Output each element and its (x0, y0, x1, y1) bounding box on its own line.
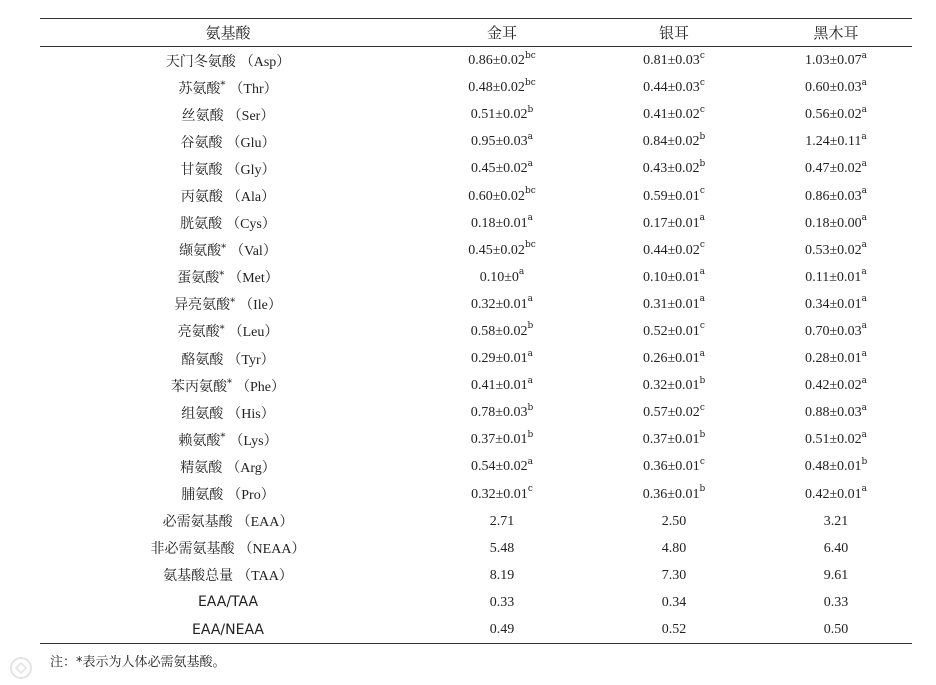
value-cell-golden-ear (416, 616, 588, 644)
cell-value: 0.60±0.02 (468, 188, 525, 204)
amino-acid-name-cell (40, 589, 416, 616)
cell-value: 0.29±0.01 (470, 351, 528, 367)
value-cell-silver-ear (588, 155, 760, 182)
value-cell-golden-ear (416, 210, 588, 237)
amino-acid-abbreviation: （Lys） (229, 433, 278, 449)
significance-letter: b (861, 456, 868, 467)
amino-acid-name: 组氨酸 (181, 405, 224, 422)
cell-value: 0.28±0.01 (804, 351, 862, 367)
header-silver-ear: 银耳 (588, 19, 760, 47)
amino-acid-abbreviation: （NEAA） (238, 542, 306, 558)
value-cell-black-fungus (760, 74, 912, 101)
amino-acid-abbreviation: （Asp） (239, 54, 291, 70)
significance-letter: a (861, 429, 868, 440)
significance-letter: a (527, 294, 534, 305)
table-row (40, 589, 912, 616)
amino-acid-name-cell (40, 291, 416, 318)
significance-letter: b (527, 104, 534, 115)
amino-acid-name-cell (40, 345, 416, 372)
significance-letter: b (699, 484, 706, 495)
amino-acid-name: 天门冬氨酸 (165, 53, 236, 70)
table-row (40, 399, 912, 426)
significance-letter: a (699, 267, 706, 278)
cell-value: 0.32±0.01 (470, 296, 528, 312)
value-cell-black-fungus (760, 562, 912, 589)
essential-marker: * (219, 269, 225, 281)
cell-value: 0.52±0.01 (643, 323, 700, 339)
significance-letter: a (527, 131, 534, 142)
value-cell-black-fungus (760, 318, 912, 345)
significance-letter: c (699, 240, 705, 251)
table-row (40, 128, 912, 155)
value-cell-black-fungus (760, 47, 912, 75)
cell-value: 0.41±0.02 (643, 107, 700, 123)
cell-value: 0.70±0.03 (804, 323, 862, 339)
amino-acid-abbreviation: （Arg） (226, 460, 276, 476)
cell-value: 0.54±0.02 (470, 459, 528, 475)
cell-value: 0.81±0.03 (643, 53, 700, 69)
cell-value: 0.44±0.02 (643, 242, 700, 258)
cell-value: 0.26±0.01 (642, 351, 700, 367)
cell-value: 0.56±0.02 (804, 107, 862, 123)
amino-acid-name: EAA/NEAA (192, 621, 264, 638)
amino-acid-name-cell (40, 155, 416, 182)
value-cell-black-fungus (760, 345, 912, 372)
table-row (40, 210, 912, 237)
value-cell-golden-ear (416, 101, 588, 128)
significance-letter: bc (524, 50, 536, 61)
value-cell-silver-ear (588, 453, 760, 480)
value-cell-golden-ear (416, 291, 588, 318)
amino-acid-abbreviation: （His） (227, 406, 275, 422)
value-cell-black-fungus (760, 128, 912, 155)
value-cell-golden-ear (416, 47, 588, 75)
cell-value: 0.10±0.01 (642, 269, 700, 285)
amino-acid-abbreviation: （Met） (228, 271, 279, 287)
amino-acid-abbreviation: （EAA） (236, 515, 294, 531)
significance-letter: a (861, 104, 868, 115)
cell-value: 0.33 (823, 594, 849, 610)
amino-acid-abbreviation: （Ala） (226, 190, 276, 206)
significance-letter: bc (524, 186, 536, 197)
watermark-logo (8, 655, 128, 681)
amino-acid-name-cell (40, 47, 416, 75)
cell-value: 0.42±0.02 (804, 378, 862, 394)
value-cell-golden-ear (416, 589, 588, 616)
amino-acid-abbreviation: （TAA） (237, 569, 293, 585)
significance-letter: b (527, 321, 534, 332)
header-amino-acid: 氨基酸 (40, 19, 416, 47)
amino-acid-name-cell (40, 372, 416, 399)
significance-letter: c (699, 456, 705, 467)
value-cell-black-fungus (760, 372, 912, 399)
value-cell-black-fungus (760, 616, 912, 644)
value-cell-black-fungus (760, 535, 912, 562)
amino-acid-name-cell (40, 616, 416, 644)
amino-acid-name: 谷氨酸 (180, 134, 223, 151)
footnote: 注：*表示为人体必需氨基酸。 (50, 655, 226, 670)
value-cell-golden-ear (416, 74, 588, 101)
table-row (40, 616, 912, 644)
cell-value: 0.45±0.02 (468, 242, 525, 258)
cell-value: 0.86±0.03 (804, 188, 862, 204)
amino-acid-name-cell (40, 74, 416, 101)
value-cell-silver-ear (588, 508, 760, 535)
cell-value: 0.47±0.02 (804, 161, 862, 177)
value-cell-golden-ear (416, 481, 588, 508)
significance-letter: c (699, 50, 705, 61)
value-cell-silver-ear (588, 47, 760, 75)
value-cell-silver-ear (588, 589, 760, 616)
table-row (40, 535, 912, 562)
cell-value: 0.58±0.02 (470, 323, 528, 339)
cell-value: 0.37±0.01 (470, 432, 528, 448)
cell-value: 0.86±0.02 (468, 53, 525, 69)
amino-acid-abbreviation: （Ile） (239, 298, 282, 314)
cell-value: 0.42±0.01 (804, 486, 862, 502)
significance-letter: b (699, 131, 706, 142)
cell-value: 1.03±0.07 (804, 53, 862, 69)
significance-letter: a (527, 375, 534, 386)
significance-letter: c (699, 321, 705, 332)
table-body (40, 47, 912, 644)
significance-letter: bc (524, 240, 536, 251)
cell-value: 0.11±0.01 (805, 269, 862, 285)
significance-letter: a (527, 456, 534, 467)
cell-value: 0.34±0.01 (804, 296, 862, 312)
significance-letter: a (861, 50, 868, 61)
value-cell-silver-ear (588, 399, 760, 426)
value-cell-silver-ear (588, 562, 760, 589)
cell-value: 8.19 (489, 567, 515, 583)
value-cell-golden-ear (416, 128, 588, 155)
significance-letter: b (699, 375, 706, 386)
essential-marker: * (230, 296, 236, 308)
cell-value: 0.48±0.01 (804, 459, 862, 475)
essential-marker: * (219, 323, 225, 335)
essential-marker: * (220, 80, 226, 92)
essential-marker: * (227, 378, 232, 390)
table-row (40, 101, 912, 128)
value-cell-golden-ear (416, 264, 588, 291)
amino-acid-name-cell (40, 399, 416, 426)
significance-letter: c (699, 104, 705, 115)
amino-acid-name: 酪氨酸 (181, 351, 224, 368)
value-cell-golden-ear (416, 155, 588, 182)
amino-acid-name-cell (40, 101, 416, 128)
amino-acid-name-cell (40, 562, 416, 589)
value-cell-golden-ear (416, 399, 588, 426)
value-cell-silver-ear (588, 318, 760, 345)
cell-value: 0.95±0.03 (470, 134, 528, 150)
cell-value: 3.21 (823, 513, 849, 529)
significance-letter: b (699, 158, 706, 169)
table-row (40, 345, 912, 372)
significance-letter: b (527, 429, 534, 440)
amino-acid-abbreviation: （Tyr） (227, 352, 275, 368)
cell-value: 0.36±0.01 (642, 486, 700, 502)
cell-value: 0.18±0.01 (470, 215, 528, 231)
table-row (40, 291, 912, 318)
cell-value: 0.50 (823, 622, 849, 638)
significance-letter: a (861, 294, 868, 305)
value-cell-golden-ear (416, 237, 588, 264)
cell-value: 0.41±0.01 (470, 378, 528, 394)
value-cell-black-fungus (760, 210, 912, 237)
amino-acid-name: EAA/TAA (197, 594, 259, 611)
amino-acid-name: 氨基酸总量 (163, 568, 234, 585)
significance-letter: b (527, 402, 534, 413)
table-row (40, 453, 912, 480)
amino-acid-name: 甘氨酸 (180, 161, 223, 178)
amino-acid-name: 丙氨酸 (180, 189, 223, 206)
amino-acid-name: 苏氨酸 (178, 80, 221, 97)
cell-value: 6.40 (823, 540, 849, 556)
value-cell-black-fungus (760, 101, 912, 128)
significance-letter: c (699, 402, 705, 413)
amino-acid-name-cell (40, 318, 416, 345)
amino-acid-abbreviation: （Val） (230, 244, 277, 260)
amino-acid-name-cell (40, 508, 416, 535)
amino-acid-name-cell (40, 426, 416, 453)
value-cell-golden-ear (416, 508, 588, 535)
value-cell-golden-ear (416, 535, 588, 562)
essential-marker: * (220, 432, 226, 444)
cell-value: 0.60±0.03 (804, 80, 862, 96)
essential-marker: * (221, 242, 227, 254)
significance-letter: a (861, 321, 868, 332)
amino-acid-abbreviation: （Gly） (226, 162, 276, 178)
cell-value: 0.32±0.01 (642, 378, 700, 394)
amino-acid-name: 蛋氨酸 (177, 270, 220, 287)
cell-value: 7.30 (661, 567, 687, 583)
value-cell-golden-ear (416, 182, 588, 209)
table-row (40, 264, 912, 291)
header-golden-ear: 金耳 (416, 19, 588, 47)
cell-value: 0.78±0.03 (470, 405, 528, 421)
table-row (40, 372, 912, 399)
significance-letter: a (699, 294, 706, 305)
cell-value: 0.51±0.02 (804, 432, 862, 448)
cell-value: 0.31±0.01 (642, 296, 700, 312)
value-cell-golden-ear (416, 562, 588, 589)
value-cell-black-fungus (760, 237, 912, 264)
cell-value: 0.51±0.02 (470, 107, 528, 123)
value-cell-black-fungus (760, 291, 912, 318)
significance-letter: a (861, 131, 867, 142)
significance-letter: a (861, 484, 868, 495)
cell-value: 0.44±0.03 (643, 80, 700, 96)
value-cell-silver-ear (588, 237, 760, 264)
value-cell-silver-ear (588, 481, 760, 508)
table-row (40, 562, 912, 589)
cell-value: 2.71 (489, 513, 515, 529)
amino-acid-name-cell (40, 481, 416, 508)
value-cell-silver-ear (588, 426, 760, 453)
amino-acid-abbreviation: （Leu） (228, 325, 279, 341)
value-cell-silver-ear (588, 535, 760, 562)
cell-value: 1.24±0.11 (805, 134, 862, 150)
cell-value: 0.18±0.00 (804, 215, 862, 231)
significance-letter: a (861, 267, 867, 278)
value-cell-silver-ear (588, 74, 760, 101)
cell-value: 0.17±0.01 (642, 215, 700, 231)
amino-acid-abbreviation: （Thr） (229, 81, 278, 97)
amino-acid-name-cell (40, 264, 416, 291)
cell-value: 0.59±0.01 (643, 188, 700, 204)
amino-acid-name: 苯丙氨酸 (171, 378, 227, 395)
amino-acid-table (40, 18, 912, 644)
cell-value: 0.52 (661, 622, 687, 638)
amino-acid-abbreviation: （Ser） (227, 108, 275, 124)
value-cell-silver-ear (588, 291, 760, 318)
value-cell-golden-ear (416, 345, 588, 372)
cell-value: 0.32±0.01 (471, 486, 528, 502)
value-cell-golden-ear (416, 318, 588, 345)
significance-letter: c (699, 77, 705, 88)
value-cell-silver-ear (588, 128, 760, 155)
significance-letter: a (861, 240, 868, 251)
amino-acid-abbreviation: （Glu） (226, 135, 276, 151)
significance-letter: b (699, 429, 706, 440)
table-row (40, 182, 912, 209)
value-cell-golden-ear (416, 453, 588, 480)
amino-acid-name: 异亮氨酸 (174, 297, 231, 314)
cell-value: 0.34 (661, 594, 687, 610)
value-cell-black-fungus (760, 182, 912, 209)
table-row (40, 318, 912, 345)
value-cell-black-fungus (760, 481, 912, 508)
significance-letter: a (699, 213, 706, 224)
table-header (40, 19, 912, 47)
significance-letter: a (527, 213, 534, 224)
cell-value: 0.37±0.01 (642, 432, 700, 448)
cell-value: 0.48±0.02 (468, 80, 525, 96)
table-row (40, 508, 912, 535)
amino-acid-abbreviation: （Cys） (226, 217, 276, 233)
cell-value: 0.10±0 (479, 269, 519, 285)
amino-acid-name-cell (40, 210, 416, 237)
amino-acid-name: 脯氨酸 (181, 487, 224, 504)
significance-letter: bc (524, 77, 536, 88)
amino-acid-name-cell (40, 453, 416, 480)
table-row (40, 237, 912, 264)
amino-acid-name-cell (40, 182, 416, 209)
cell-value: 0.84±0.02 (642, 134, 700, 150)
cell-value: 0.53±0.02 (804, 242, 862, 258)
significance-letter: a (861, 348, 868, 359)
cell-value: 0.36±0.01 (643, 459, 700, 475)
significance-letter: a (699, 348, 706, 359)
cell-value: 9.61 (823, 567, 849, 583)
significance-letter: a (518, 267, 525, 278)
cell-value: 0.49 (489, 622, 515, 638)
header-row (40, 19, 912, 47)
significance-letter: a (861, 213, 868, 224)
amino-acid-name: 缬氨酸 (179, 243, 222, 260)
table-row (40, 47, 912, 75)
amino-acid-name: 丝氨酸 (181, 107, 224, 124)
amino-acid-name: 非必需氨基酸 (150, 541, 235, 558)
value-cell-black-fungus (760, 264, 912, 291)
value-cell-silver-ear (588, 182, 760, 209)
amino-acid-name-cell (40, 237, 416, 264)
value-cell-black-fungus (760, 453, 912, 480)
amino-acid-abbreviation: （Pro） (227, 488, 275, 504)
cell-value: 0.88±0.03 (804, 405, 862, 421)
amino-acid-name: 必需氨基酸 (162, 514, 233, 531)
amino-acid-abbreviation: （Phe） (236, 379, 285, 395)
header-black-fungus: 黑木耳 (760, 19, 912, 47)
value-cell-silver-ear (588, 616, 760, 644)
value-cell-silver-ear (588, 372, 760, 399)
cell-value: 2.50 (661, 513, 687, 529)
significance-letter: c (699, 186, 705, 197)
significance-letter: a (527, 348, 534, 359)
significance-letter: a (861, 402, 868, 413)
amino-acid-name: 赖氨酸 (178, 432, 221, 449)
significance-letter: a (861, 77, 868, 88)
value-cell-silver-ear (588, 210, 760, 237)
cell-value: 5.48 (489, 540, 515, 556)
cell-value: 0.45±0.02 (470, 161, 528, 177)
significance-letter: a (527, 158, 534, 169)
cell-value: 0.33 (489, 594, 515, 610)
cell-value: 0.43±0.02 (642, 161, 700, 177)
value-cell-silver-ear (588, 264, 760, 291)
table-row (40, 155, 912, 182)
value-cell-black-fungus (760, 508, 912, 535)
significance-letter: a (861, 375, 868, 386)
table-row (40, 481, 912, 508)
table-row (40, 426, 912, 453)
value-cell-black-fungus (760, 426, 912, 453)
amino-acid-name: 胱氨酸 (180, 216, 223, 233)
value-cell-silver-ear (588, 101, 760, 128)
value-cell-black-fungus (760, 399, 912, 426)
amino-acid-name-cell (40, 535, 416, 562)
cell-value: 0.57±0.02 (643, 405, 700, 421)
amino-acid-name-cell (40, 128, 416, 155)
value-cell-black-fungus (760, 589, 912, 616)
significance-letter: a (861, 158, 868, 169)
value-cell-golden-ear (416, 426, 588, 453)
value-cell-black-fungus (760, 155, 912, 182)
value-cell-silver-ear (588, 345, 760, 372)
cell-value: 4.80 (661, 540, 687, 556)
significance-letter: c (527, 484, 533, 495)
significance-letter: a (861, 186, 868, 197)
table-row (40, 74, 912, 101)
amino-acid-name: 精氨酸 (180, 459, 223, 476)
value-cell-golden-ear (416, 372, 588, 399)
amino-acid-name: 亮氨酸 (177, 324, 220, 341)
